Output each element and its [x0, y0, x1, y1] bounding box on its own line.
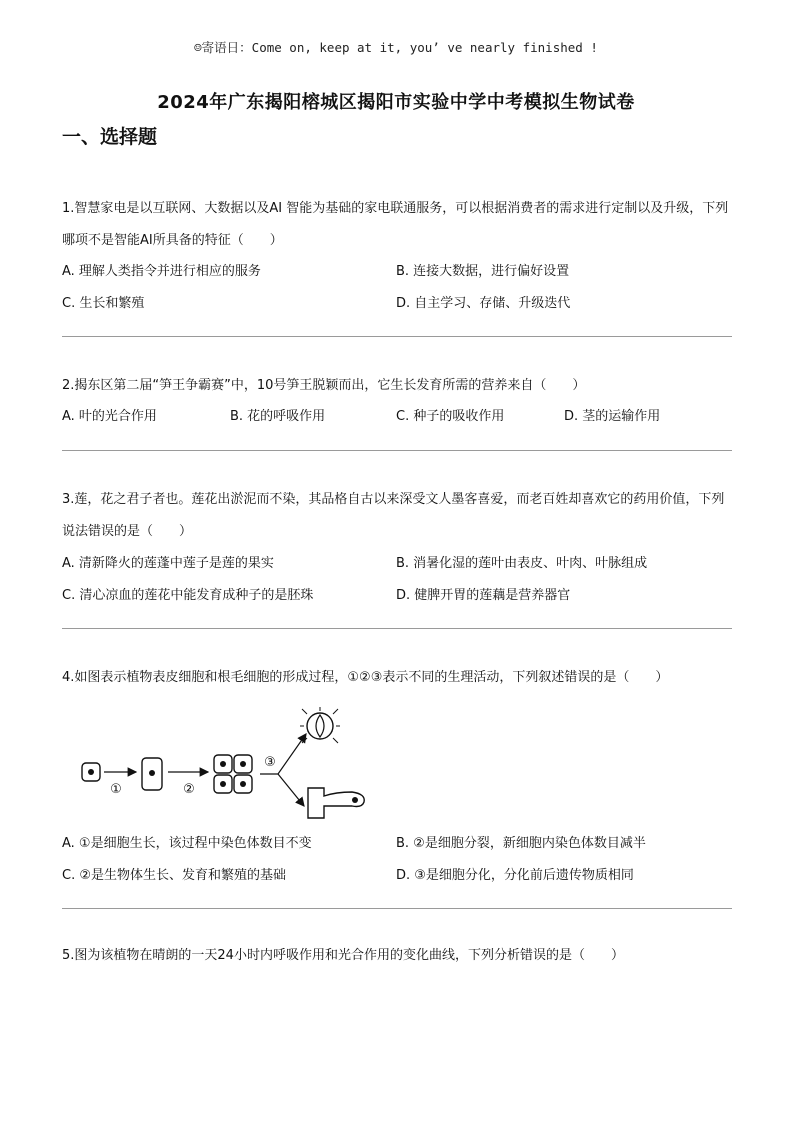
question-divider [62, 450, 732, 451]
question-1-option-d[interactable]: D. 自主学习、存储、升级迭代 [396, 296, 571, 311]
question-1-stem: 1.智慧家电是以互联网、大数据以及AI 智能为基础的家电联通服务，可以根据消费者的需求进行定制以及升级，下列哪项不是智能AI所具备的特征（ ） [62, 201, 729, 248]
question-2-stem: 2.揭东区第二届“笋王争霸赛”中，10号笋王脱颖而出，它生长发育所需的营养来自（ ） [62, 378, 586, 393]
question-3-stem: 3.莲，花之君子者也。莲花出淤泥而不染，其品格自古以来深受文人墨客喜爱，而老百姓却喜欢它的药用价值，下列说法错误的是（ ） [62, 492, 725, 539]
question-2-option-b[interactable]: B. 花的呼吸作用 [230, 409, 326, 424]
header-note: ☺寄语日：Come on, keep at it, you’ ve nearly finished ! [194, 40, 598, 55]
question-3-option-c[interactable]: C. 清心凉血的莲花中能发育成种子的是胚珠 [62, 588, 314, 603]
question-3-option-a[interactable]: A. 清新降火的莲蓬中莲子是莲的果实 [62, 556, 274, 571]
cell-formation-diagram [74, 706, 374, 824]
question-4-stem: 4.如图表示植物表皮细胞和根毛细胞的形成过程，①②③表示不同的生理活动，下列叙述错误的是（ ） [62, 670, 669, 685]
question-1-option-a[interactable]: A. 理解人类指令并进行相应的服务 [62, 264, 261, 279]
epidermal-cell-icon [300, 707, 340, 743]
question-2-option-c[interactable]: C. 种子的吸收作用 [396, 409, 505, 424]
question-4-option-a[interactable]: A. ①是细胞生长，该过程中染色体数目不变 [62, 836, 312, 851]
question-4-option-d[interactable]: D. ③是细胞分化，分化前后遗传物质相同 [396, 868, 634, 883]
question-4-option-b[interactable]: B. ②是细胞分裂，新细胞内染色体数目减半 [396, 836, 646, 851]
divided-cells-icon [214, 755, 252, 793]
question-divider [62, 628, 732, 629]
question-1-option-c[interactable]: C. 生长和繁殖 [62, 296, 145, 311]
diagram-label-3: ③ [264, 755, 276, 770]
question-1-option-b[interactable]: B. 连接大数据，进行偏好设置 [396, 264, 570, 279]
section-title: 一、选择题 [62, 126, 158, 148]
question-3-option-d[interactable]: D. 健脾开胃的莲藕是营养器官 [396, 588, 571, 603]
question-4-option-c[interactable]: C. ②是生物体生长、发育和繁殖的基础 [62, 868, 286, 883]
question-2-option-d[interactable]: D. 茎的运输作用 [564, 409, 661, 424]
diagram-label-2: ② [183, 782, 195, 797]
small-cell-icon [82, 763, 100, 781]
diagram-label-1: ① [110, 782, 122, 797]
question-divider [62, 336, 732, 337]
page-title: 2024年广东揭阳榕城区揭阳市实验中学中考模拟生物试卷 [157, 92, 635, 113]
question-divider [62, 908, 732, 909]
question-3-option-b[interactable]: B. 消暑化湿的莲叶由表皮、叶肉、叶脉组成 [396, 556, 648, 571]
grown-cell-icon [142, 758, 162, 790]
arrow-icon [278, 774, 304, 806]
root-hair-cell-icon [308, 788, 364, 818]
question-2-option-a[interactable]: A. 叶的光合作用 [62, 409, 157, 424]
question-5-stem: 5.图为该植物在晴朗的一天24小时内呼吸作用和光合作用的变化曲线，下列分析错误的是（ ） [62, 948, 624, 963]
